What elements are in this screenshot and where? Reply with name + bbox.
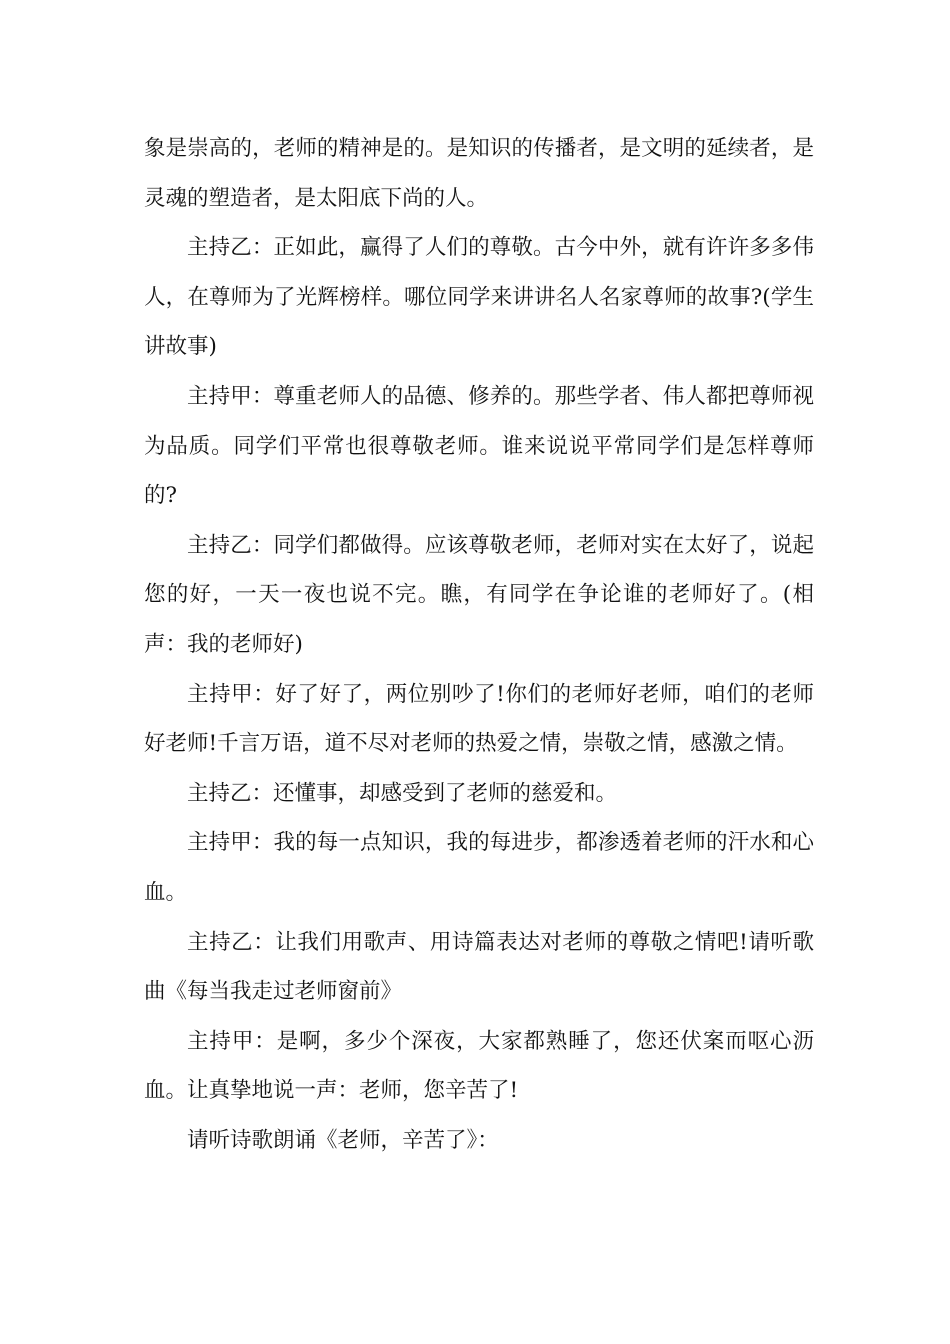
document-body	[144, 124, 814, 1165]
paragraph: 主持甲：尊重老师人的品德、修养的。那些学者、伟人都把尊师视为品质。同学们平常也很尊敬老师。谁来说说平常同学们是怎样尊师的?	[144, 383, 814, 509]
paragraph: 象是崇高的，老师的精神是的。是知识的传播者，是文明的延续者，是灵魂的塑造者，是太阳底下尚的人。	[144, 136, 814, 211]
paragraph: 主持乙：还懂事，却感受到了老师的慈爱和。	[187, 780, 618, 806]
paragraph: 主持乙：正如此，赢得了人们的尊敬。古今中外，就有许许多多伟人，在尊师为了光辉榜样。哪位同学来讲讲名人名家尊师的故事?(学生讲故事)	[144, 235, 814, 360]
paragraph: 主持乙：同学们都做得。应该尊敬老师，老师对实在太好了，说起您的好，一天一夜也说不完。瞧，有同学在争论谁的老师好了。(相声：我的老师好)	[144, 532, 814, 657]
paragraph: 主持甲：好了好了，两位别吵了!你们的老师好老师，咱们的老师好老师!千言万语，道不尽对老师的热爱之情，崇敬之情，感激之情。	[144, 681, 814, 757]
paragraph: 主持甲：我的每一点知识，我的每进步，都渗透着老师的汗水和心血。	[144, 830, 814, 905]
paragraph: 主持乙：让我们用歌声、用诗篇表达对老师的尊敬之情吧!请听歌曲《每当我走过老师窗前》	[144, 929, 814, 1005]
paragraph: 主持甲：是啊，多少个深夜，大家都熟睡了，您还伏案而呕心沥血。让真挚地说一声：老师，您辛苦了!	[144, 1028, 814, 1104]
paragraph: 请听诗歌朗诵《老师，辛苦了》：	[187, 1127, 499, 1153]
